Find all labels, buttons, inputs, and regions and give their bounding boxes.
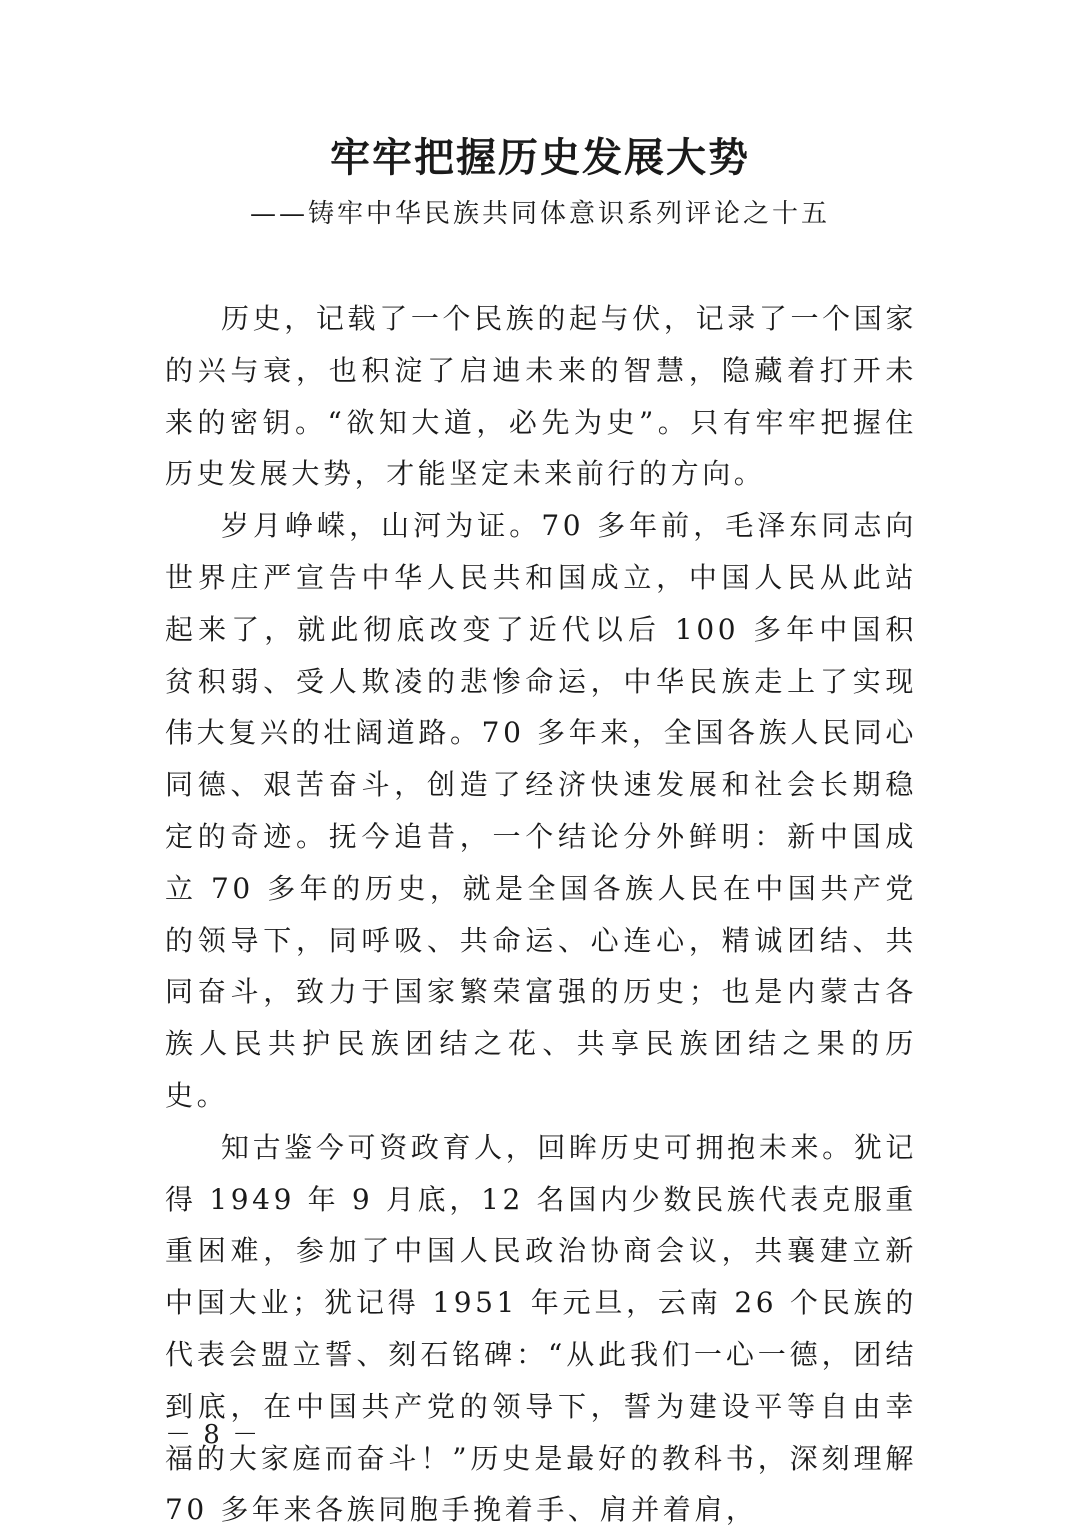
paragraph-2: 岁月峥嵘，山河为证。70 多年前，毛泽东同志向世界庄严宣告中华人民共和国成立，中国人民从此站起来了，就此彻底改变了近代以后 100 多年中国积贫积弱、受人欺凌的悲惨命运，中华民族走上了实现伟大复兴的壮阔道路。70 多年来，全国各族人民同心同德、艰苦奋斗，创造了经济快速发展和社会长期稳定的奇迹。抚今追昔，一个结论分外鲜明：新中国成立 70 多年的历史，就是全国各族人民在中国共产党的领导下，同呼吸、共命运、心连心，精诚团结、共同奋斗，致力于国家繁荣富强的历史；也是内蒙古各族人民共护民族团结之花、共享民族团结之果的历史。 [165, 509, 917, 1112]
document-title: 牢牢把握历史发展大势 [330, 134, 750, 181]
paragraph-3: 知古鉴今可资政育人，回眸历史可拥抱未来。犹记得 1949 年 9 月底，12 名国内少数民族代表克服重重困难，参加了中国人民政治协商会议，共襄建立新中国大业；犹记得 1951 年元旦，云南 26 个民族的代表会盟立誓、刻石铭碑：“从此我们一心一德，团结到底，在中国共产党的领导下，誓为建设平等自由幸福的大家庭而奋斗！”历史是最好的教科书，深刻理解 70 多年来各族同胞手挽着手、肩并着肩， [165, 1130, 917, 1527]
document-body [165, 293, 917, 1536]
paragraph-1: 历史，记载了一个民族的起与伏，记录了一个国家的兴与衰，也积淀了启迪未来的智慧，隐藏着打开未来的密钥。“欲知大道，必先为史”。只有牢牢把握住历史发展大势，才能坚定未来前行的方向。 [165, 302, 917, 491]
document-subtitle: ——铸牢中华民族共同体意识系列评论之十五 [249, 199, 830, 229]
page-number: － 8 － [165, 1420, 261, 1450]
